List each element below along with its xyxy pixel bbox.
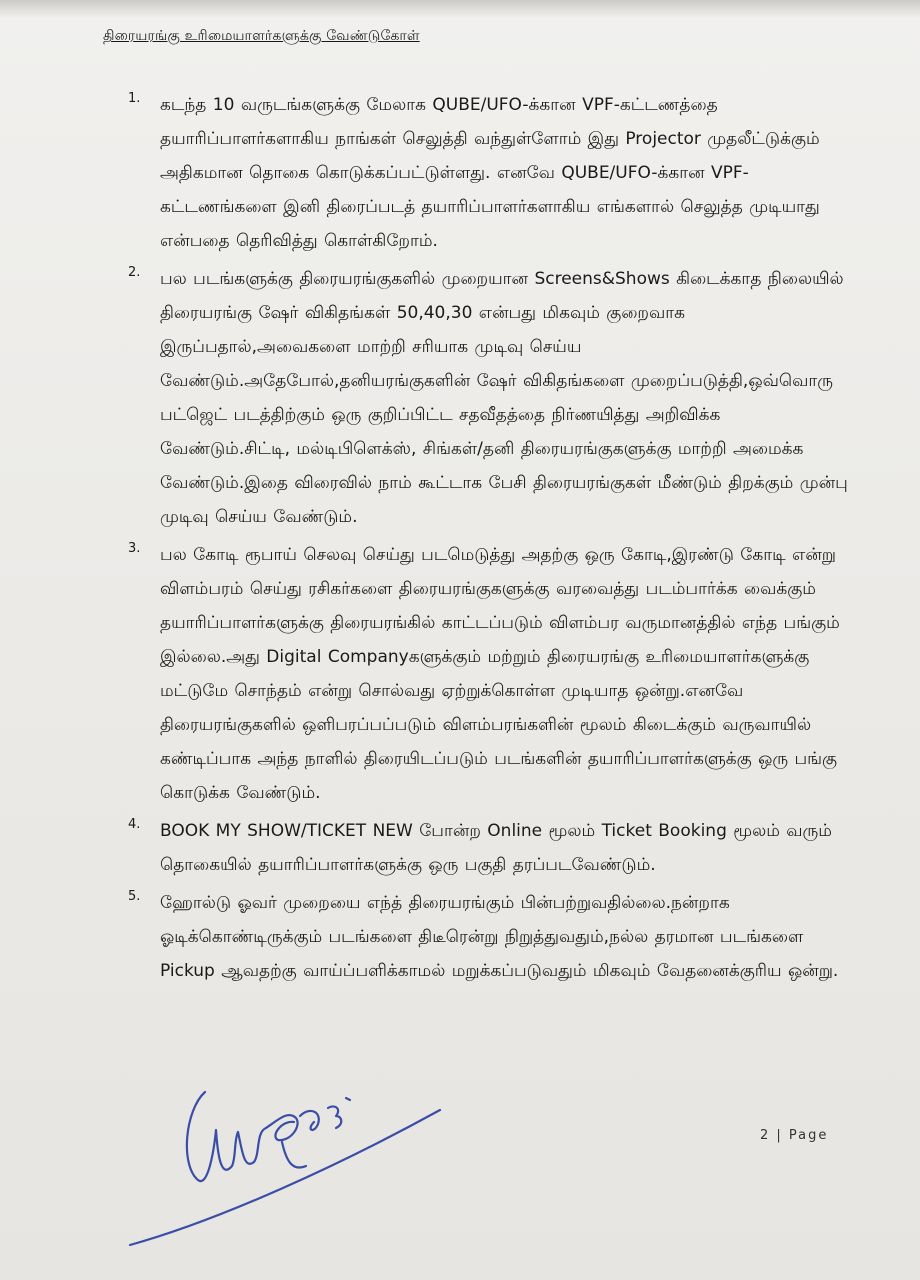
list-item: [120, 88, 850, 258]
item-number: 3.: [128, 541, 141, 556]
demands-list: [120, 88, 850, 992]
item-number: 4.: [128, 817, 141, 832]
item-text: கடந்த 10 வருடங்களுக்கு மேலாக QUBE/UFO-க்கான VPF-கட்டணத்தை தயாரிப்பாளர்களாகிய நாங்கள் செலுத்தி வந்துள்ளோம் இது Projector முதலீட்டுக்கும் அதிகமான தொகை கொடுக்கப்பட்டுள்ளது. எனவே QUBE/UFO-க்கான VPF-கட்டணங்களை இனி திரைப்படத் தயாரிப்பாளர்களாகிய எங்களால் செலுத்த முடியாது என்பதை தெரிவித்து கொள்கிறோம்.: [160, 95, 820, 251]
list-item: [120, 814, 850, 882]
item-number: 5.: [128, 889, 141, 904]
page-number: 2 | Page: [760, 1128, 829, 1143]
item-text: பல கோடி ரூபாய் செலவு செய்து படமெடுத்து அதற்கு ஒரு கோடி,இரண்டு கோடி என்று விளம்பரம் செய்து ரசிகர்களை திரையரங்குகளுக்கு வரவைத்து படம்பார்க்க வைக்கும் தயாரிப்பாளர்களுக்கு திரையரங்கில் காட்டப்படும் விளம்பர வருமானத்தில் எந்த பங்கும் இல்லை.அது Digital Companyகளுக்கும் மற்றும் திரையரங்கு உரிமையாளர்களுக்கு மட்டுமே சொந்தம் என்று சொல்வது ஏற்றுக்கொள்ள முடியாத ஒன்று.எனவே திரையரங்குகளில் ஒளிபரப்பப்படும் விளம்பரங்களின் மூலம் கிடைக்கும் வருவாயில் கண்டிப்பாக அந்த நாளில் திரையிடப்படும் படங்களின் தயாரிப்பாளர்களுக்கு ஒரு பங்கு கொடுக்க வேண்டும்.: [160, 545, 840, 803]
item-number: 2.: [128, 265, 141, 280]
handwritten-signature: [110, 1070, 460, 1260]
page-edge-shadow: [0, 0, 920, 18]
item-text: பல படங்களுக்கு திரையரங்குகளில் முறையான Screens&Shows கிடைக்காத நிலையில் திரையரங்கு ஷேர் விகிதங்கள் 50,40,30 என்பது மிகவும் குறைவாக இருப்பதால்,அவைகளை மாற்றி சரியாக முடிவு செய்ய வேண்டும்.அதேபோல்,தனியரங்குகளின் ஷேர் விகிதங்களை முறைப்படுத்தி,ஒவ்வொரு பட்ஜெட் படத்திற்கும் ஒரு குறிப்பிட்ட சதவீதத்தை நிர்ணயித்து அறிவிக்க வேண்டும்.சிட்டி, மல்டிபிளெக்ஸ், சிங்கள்/தனி திரையரங்குகளுக்கு மாற்றி அமைக்க வேண்டும்.இதை விரைவில் நாம் கூட்டாக பேசி திரையரங்குகள் மீண்டும் திறக்கும் முன்பு முடிவு செய்ய வேண்டும்.: [160, 269, 848, 527]
item-text: BOOK MY SHOW/TICKET NEW போன்ற Online மூலம் Ticket Booking மூலம் வரும் தொகையில் தயாரிப்பாளர்களுக்கு ஒரு பகுதி தரப்படவேண்டும்.: [160, 821, 832, 875]
list-item: [120, 538, 850, 810]
list-item: [120, 886, 850, 988]
item-text: ஹோல்டு ஓவர் முறையை எந்த் திரையரங்கும் பின்பற்றுவதில்லை.நன்றாக ஓடிக்கொண்டிருக்கும் படங்களை திடீரென்று நிறுத்துவதும்,நல்ல தரமான படங்களை Pickup ஆவதற்கு வாய்ப்பளிக்காமல் மறுக்கப்படுவதும் மிகவும் வேதனைக்குரிய ஒன்று.: [160, 893, 839, 981]
list-item: [120, 262, 850, 534]
item-number: 1.: [128, 91, 141, 106]
document-header: திரையரங்கு உரிமையாளர்களுக்கு வேண்டுகோள்: [103, 28, 420, 44]
